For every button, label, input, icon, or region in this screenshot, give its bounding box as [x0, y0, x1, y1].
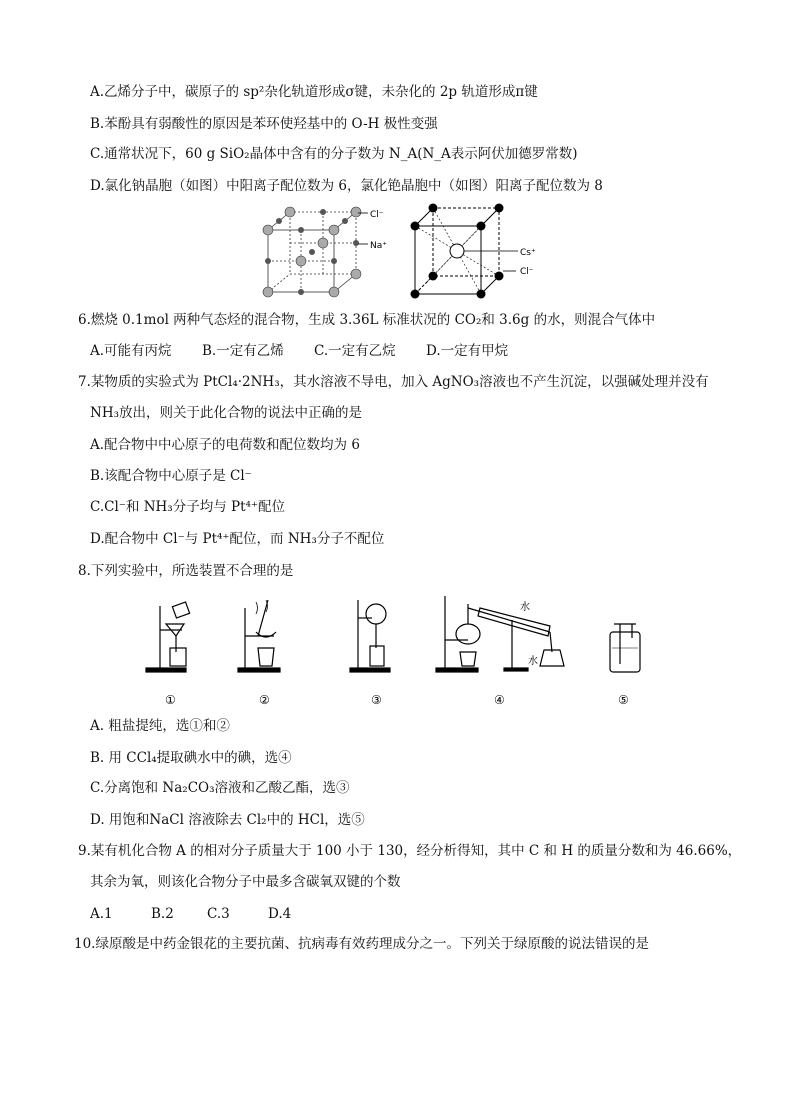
q5-option-a: A.乙烯分子中，碳原子的 sp²杂化轨道形成σ键，未杂化的 2p 轨道形成π键 [90, 84, 538, 100]
q6-option-b: B.一定有乙烯 [202, 343, 284, 359]
apparatus-label-1: ① [165, 693, 176, 707]
nacl-cl-label: Cl⁻ [370, 210, 384, 220]
q8-option-c: C.分离饱和 Na₂CO₃溶液和乙酸乙酯，选③ [90, 780, 350, 796]
q7-option-c: C.Cl⁻和 NH₃分子均与 Pt⁴⁺配位 [90, 499, 286, 515]
q9-stem-cont: 其余为氧，则该化合物分子中最多含碳氧双键的个数 [90, 874, 401, 890]
q5-option-d: D.氯化钠晶胞（如图）中阳离子配位数为 6，氯化铯晶胞中（如图）阳离子配位数为 8 [90, 178, 603, 194]
apparatus-label-2: ② [259, 693, 270, 707]
q9-option-a: A.1 [90, 906, 113, 922]
crystal-figures [250, 200, 550, 304]
q7-stem-cont: NH₃放出，则关于此化合物的说法中正确的是 [90, 405, 362, 421]
apparatus-label-3: ③ [371, 693, 382, 707]
q8-option-b: B. 用 CCl₄提取碘水中的碘，选④ [90, 750, 292, 766]
cscl-cl-label: Cl⁻ [520, 267, 534, 277]
q7-option-a: A.配合物中中心原子的电荷数和配位数均为 6 [90, 437, 360, 453]
condenser-water-out-label: 水 [520, 602, 530, 613]
q8-option-d: D. 用饱和NaCl 溶液除去 Cl₂中的 HCl，选⑤ [90, 812, 365, 828]
q8-stem: 8.下列实验中，所选装置不合理的是 [78, 563, 294, 579]
q6-stem: 6.燃烧 0.1mol 两种气态烃的混合物，生成 3.36L 标准状况的 CO₂和 3.6g 的水，则混合气体中 [78, 312, 656, 328]
apparatus-label-4: ④ [494, 693, 505, 707]
q6-options [90, 342, 508, 360]
lab-apparatus-figures [140, 590, 660, 710]
q5-option-c: C.通常状况下，60 g SiO₂晶体中含有的分子数为 N_A(N_A表示阿伏加德罗常数) [90, 146, 578, 162]
q9-stem: 9.某有机化合物 A 的相对分子质量大于 100 小于 130，经分析得知，其中 C 和 H 的质量分数和为 46.66%， [78, 843, 742, 859]
q9-options [90, 905, 291, 923]
cscl-cs-label: Cs⁺ [520, 248, 536, 258]
q9-option-d: D.4 [268, 906, 292, 922]
apparatus-2-evaporation [238, 600, 280, 672]
q5-option-b: B.苯酚具有弱酸性的原因是苯环使羟基中的 O-H 极性变强 [90, 116, 438, 132]
apparatus-5-gas-washing-bottle [610, 624, 640, 672]
condenser-water-in-label: 水 [528, 656, 538, 667]
q7-option-d: D.配合物中 Cl⁻与 Pt⁴⁺配位，而 NH₃分子不配位 [90, 531, 385, 547]
q9-option-b: B.2 [151, 906, 174, 922]
q7-stem: 7.某物质的实验式为 PtCl₄·2NH₃，其水溶液不导电，加入 AgNO₃溶液也不产生沉淀，以强碱处理并没有 [78, 374, 709, 390]
q8-option-a: A. 粗盐提纯，选①和② [90, 718, 230, 734]
nacl-ions [263, 207, 361, 297]
apparatus-3-separatory-funnel [350, 600, 390, 672]
apparatus-4-distillation [436, 596, 564, 672]
q6-option-a: A.可能有丙烷 [90, 343, 172, 359]
apparatus-label-5: ⑤ [618, 693, 629, 707]
nacl-na-label: Na⁺ [370, 241, 387, 251]
q7-option-b: B.该配合物中心原子是 Cl⁻ [90, 468, 252, 484]
q6-option-d: D.一定有甲烷 [426, 343, 509, 359]
q10-stem: 10.绿原酸是中药金银花的主要抗菌、抗病毒有效药理成分之一。下列关于绿原酸的说法错误的是 [74, 936, 649, 952]
q6-option-c: C.一定有乙烷 [314, 343, 396, 359]
apparatus-1-filtration [146, 602, 190, 672]
q9-option-c: C.3 [207, 906, 230, 922]
